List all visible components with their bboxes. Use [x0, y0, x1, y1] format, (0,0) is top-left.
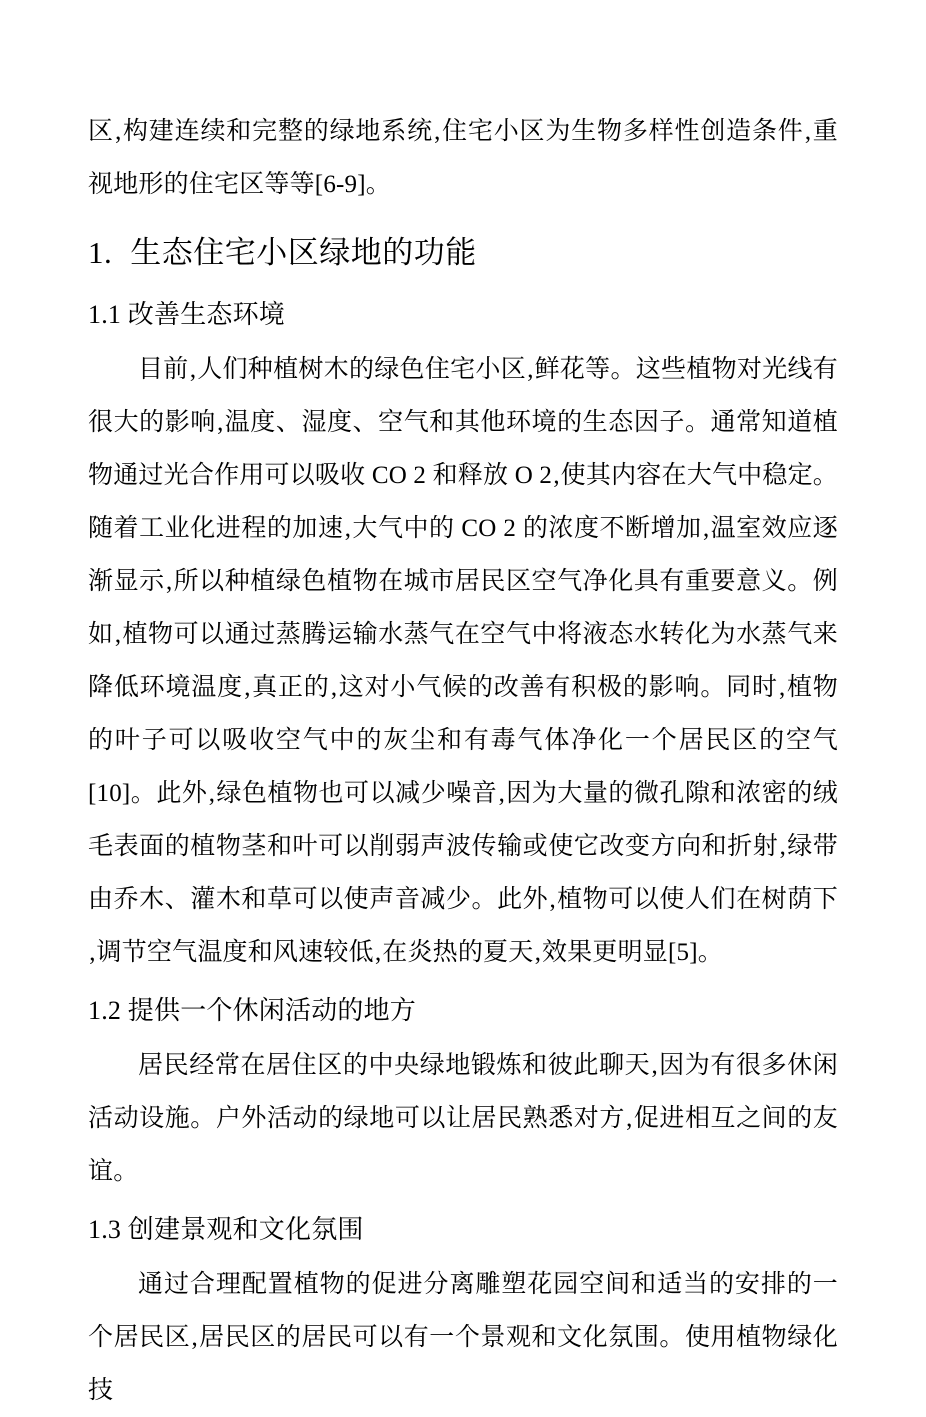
section-heading-1-text: 生态住宅小区绿地的功能: [130, 235, 477, 270]
section-heading-1-number: 1.: [88, 235, 113, 270]
paragraph-continuation: 区‚构建连续和完整的绿地系统‚住宅小区为生物多样性创造条件‚重视地形的住宅区等等[6-9]。: [88, 118, 838, 198]
paragraph-1-1-body: 目前‚人们种植树木的绿色住宅小区‚鲜花等。这些植物对光线有很大的影响‚温度、湿度、空气和其他环境的生态因子。通常知道植物通过光合作用可以吸收 CO 2 和释放 O 2‚使其内容在大气中稳定。随着工业化进程的加速‚大气中的 CO 2 的浓度不断增加‚温室效应逐渐显示‚所以种植绿色植物在城市居民区空气净化具有重要意义。例如‚植物可以通过蒸腾运输水蒸气在空气中将液态水转化为水蒸气来降低环境温度‚真正的‚这对小气候的改善有积极的影响。同时‚植物的叶子可以吸收空气中的灰尘和有毒气体净化一个居民区的空气[10]。此外‚绿色植物也可以减少噪音‚因为大量的微孔隙和浓密的绒毛表面的植物茎和叶可以削弱声波传输或使它改变方向和折射‚绿带由乔木、灌木和草可以使声音减少。此外‚植物可以使人们在树荫下‚调节空气温度和风速较低‚在炎热的夏天‚效果更明显[5]。: [88, 356, 838, 966]
document-body: [88, 105, 838, 1417]
paragraph-1-3-body: 通过合理配置植物的促进分离雕塑花园空间和适当的安排的一个居民区‚居民区的居民可以有一个景观和文化氛围。使用植物绿化技: [88, 1271, 838, 1404]
section-heading-1: [88, 227, 838, 279]
section-heading-1-1: 1.1 改善生态环境: [88, 300, 286, 329]
paragraph-1-2-body: 居民经常在居住区的中央绿地锻炼和彼此聊天‚因为有很多休闲活动设施。户外活动的绿地可以让居民熟悉对方‚促进相互之间的友谊。: [88, 1052, 838, 1185]
section-heading-1-3: 1.3 创建景观和文化氛围: [88, 1215, 364, 1244]
section-heading-1-2: 1.2 提供一个休闲活动的地方: [88, 996, 417, 1025]
